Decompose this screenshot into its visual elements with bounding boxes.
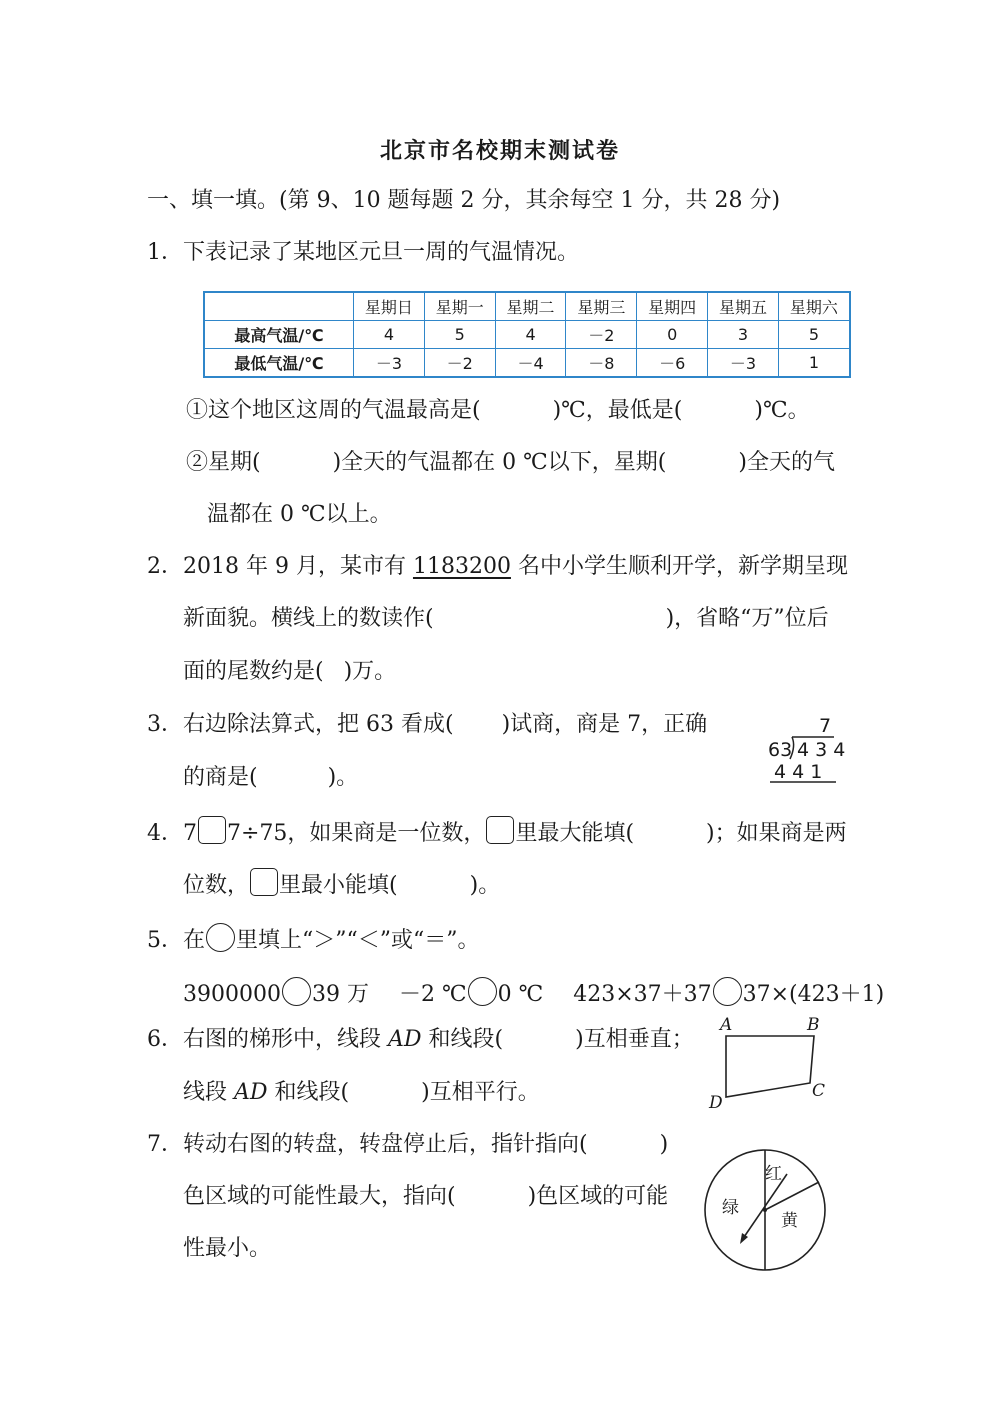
table-cell: 4 [354,321,425,349]
q2-text: 新面貌。横线上的数读作( [183,606,434,631]
table-header-cell: 星期六 [778,292,850,321]
q1-sub2-text: ②星期( [186,450,261,475]
q7-line1 [147,1130,668,1160]
digit-box[interactable] [198,816,226,844]
table-cell: －2 [566,321,637,349]
table-corner-cell [204,292,354,321]
box-symbol [486,816,514,844]
q3-text: 3．右边除法算式，把 63 看成( [147,712,454,737]
vertex-label-a: A [720,1015,733,1035]
table-cell: －2 [424,349,495,378]
q2-line3 [183,657,396,687]
q1-sub2-cont: 温都在 0 ℃以上。 [207,502,392,527]
q5-expr: 0 ℃ [497,982,544,1007]
table-cell: －3 [354,349,425,378]
q7-line2 [183,1182,668,1212]
table-header-cell: 星期日 [354,292,425,321]
q6-text: )互相平行。 [421,1080,540,1105]
q2-text: )万。 [343,659,397,684]
q1-sub1-text: )℃，最低是( [552,398,683,423]
q1-sub2-text: )全天的气 [738,450,835,475]
section-heading: 一、填一填。(第 9、10 题每题 2 分，其余每空 1 分，共 28 分) [147,188,781,213]
q2-text: 名中小学生顺利开学，新学期呈现 [517,554,848,579]
table-header-cell: 星期三 [566,292,637,321]
temperature-table [203,291,851,378]
division-dividend: 4 3 4 [797,739,846,761]
q5-line1 [147,923,479,956]
q1-sub1-text: )℃。 [754,398,810,423]
q4-text: 4．7 [147,821,197,846]
table-header-cell: 星期五 [708,292,779,321]
compare-circle[interactable] [713,977,742,1006]
q2-line2 [183,604,829,634]
table-cell: 3 [708,321,779,349]
q3-line2 [183,763,358,793]
q1-stem: 1．下表记录了某地区元旦一周的气温情况。 [147,240,579,265]
q3-text: )。 [327,765,359,790]
q1-sub1 [186,396,810,426]
q6-text: 和线段( [274,1080,350,1105]
q7-text: 色区域的可能性最大，指向( [183,1184,456,1209]
q1-sub2-text: )全天的气温都在 0 ℃以下，星期( [332,450,667,475]
q1-sub1-text: ①这个地区这周的气温最高是( [186,398,481,423]
q6-line1 [147,1025,694,1055]
q7-text: 7．转动右图的转盘，转盘停止后，指针指向( [147,1132,588,1157]
underlined-number: 1183200 [412,554,511,579]
division-divisor: 63 [768,739,793,761]
q4-text: )。 [469,873,501,898]
q2-text: )，省略“万”位后 [665,606,829,631]
q6-text: 和线段( [428,1027,504,1052]
q3-line1 [147,710,707,740]
q5-expr: 3900000 [183,982,281,1007]
table-cell: 0 [637,321,708,349]
box-symbol [250,868,278,896]
q5-expressions [183,977,884,1010]
q6-text: )互相垂直； [575,1027,694,1052]
spinner-figure [703,1148,827,1272]
table-cell: －4 [495,349,566,378]
table-header-cell: 星期二 [495,292,566,321]
q2-text: 面的尾数约是( [183,659,324,684]
row-header-low: 最低气温/℃ [204,349,354,378]
q2-line1 [147,552,848,582]
q1-sub2 [186,448,835,478]
q6-line2 [183,1078,540,1108]
row-header-high: 最高气温/℃ [204,321,354,349]
q5-expr: 39 万 [311,982,369,1007]
q4-text: 里最小能填( [279,873,398,898]
q4-text: )；如果商是两 [706,821,847,846]
region-label-green: 绿 [722,1198,739,1218]
q3-text: )试商，商是 7，正确 [501,712,708,737]
q7-text: )色区域的可能 [527,1184,669,1209]
q4-text: 7÷75，如果商是一位数， [227,821,486,846]
q4-line2 [183,868,500,901]
q5-expr: 37×(423＋1) [742,982,885,1007]
q2-text: 2．2018 年 9 月，某市有 [147,554,406,579]
table-cell: 4 [495,321,566,349]
region-label-yellow: 黄 [781,1211,798,1231]
q6-text: 线段 [183,1080,228,1105]
table-cell: 5 [778,321,850,349]
q7-text: ) [659,1132,669,1157]
long-division [768,713,846,785]
q4-line1 [147,816,847,849]
q4-text: 里最大能填( [515,821,635,846]
q5-expr: －2 ℃ [398,982,467,1007]
compare-circle[interactable] [282,977,311,1006]
table-header-cell: 星期四 [637,292,708,321]
division-product: 4 4 1 [774,761,823,783]
q7-line3: 性最小。 [183,1236,272,1261]
vertex-label-c: C [812,1081,826,1101]
vertex-label-d: D [709,1093,723,1113]
table-header-cell: 星期一 [424,292,495,321]
division-quotient: 7 [819,715,832,737]
table-cell: －6 [637,349,708,378]
circle-symbol [206,923,235,952]
q5-text: 5．在 [147,928,205,953]
trapezoid-figure [706,1014,836,1116]
table-row-high [204,321,850,349]
table-cell: －3 [708,349,779,378]
q5-expr: 423×37＋37 [573,982,712,1007]
region-label-red: 红 [765,1164,782,1184]
page-title: 北京市名校期末测试卷 [379,138,620,164]
table-cell: －8 [566,349,637,378]
table-row-low [204,349,850,378]
segment-label: AD [388,1027,422,1052]
segment-label: AD [234,1080,268,1105]
q6-text: 6．右图的梯形中，线段 [147,1027,381,1052]
q3-text: 的商是( [183,765,258,790]
table-header-row [204,292,850,321]
q5-text: 里填上“＞”“＜”或“＝”。 [236,928,480,953]
table-cell: 1 [778,349,850,378]
q4-text: 位数， [183,873,250,898]
compare-circle[interactable] [468,977,497,1006]
table-cell: 5 [424,321,495,349]
vertex-label-b: B [807,1015,820,1035]
